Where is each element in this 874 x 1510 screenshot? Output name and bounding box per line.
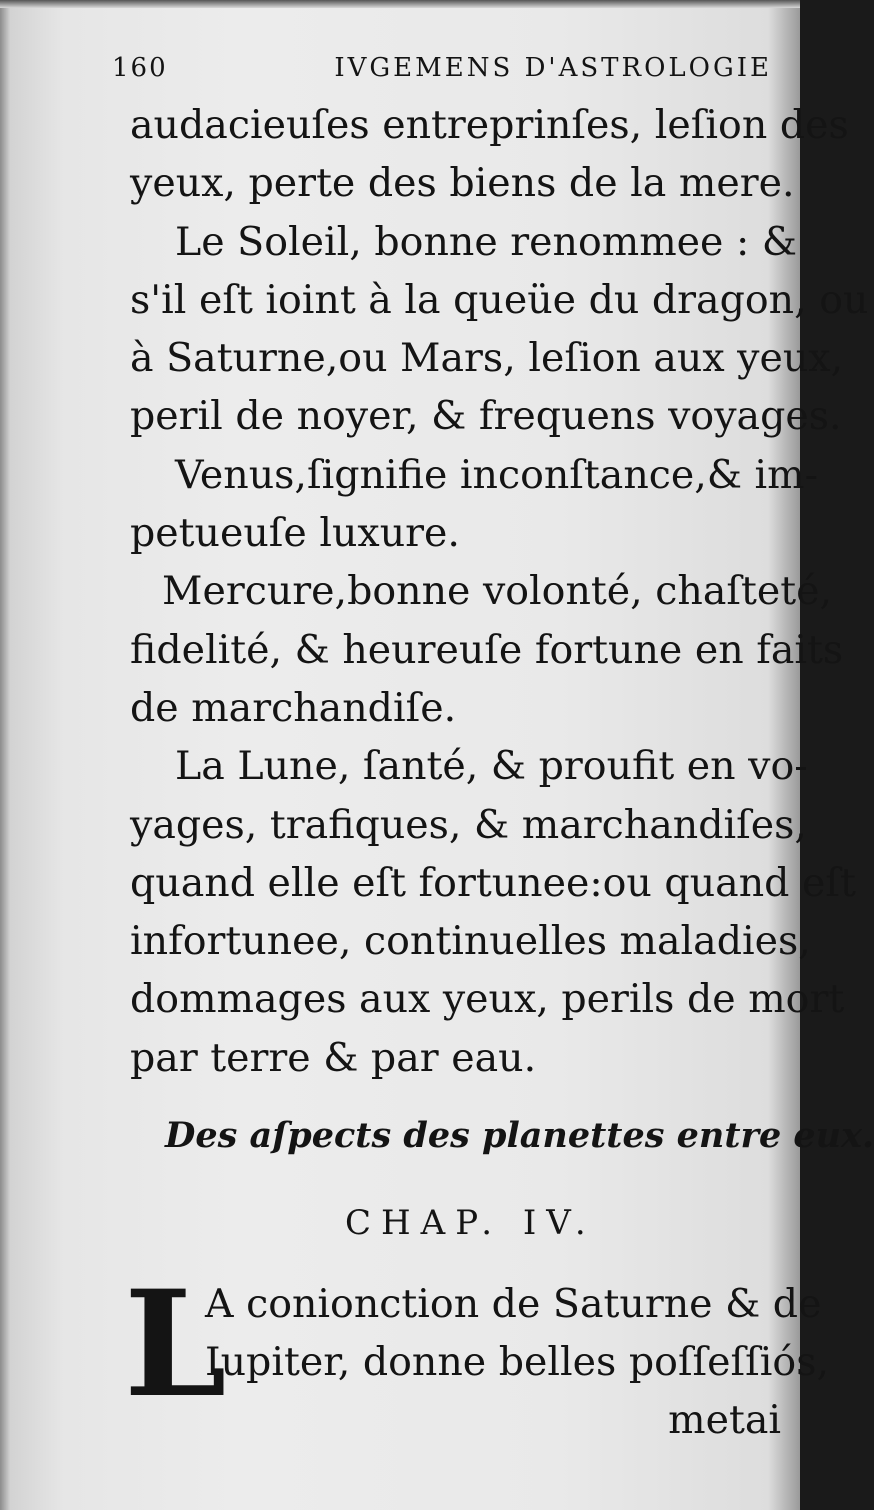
chapter-heading: CHAP. IV.	[345, 1203, 596, 1243]
page-number: 160	[112, 53, 168, 83]
running-header	[112, 48, 772, 88]
chapter-text	[205, 1275, 830, 1449]
running-title: IVGEMENS D'ASTROLOGIE	[334, 53, 772, 83]
text-line: Iupiter, donne belles poſſeſſiós,	[205, 1339, 830, 1385]
text-line: fidelité, & heureuſe fortune en faits	[130, 626, 844, 673]
text-line: metai	[668, 1397, 781, 1443]
page-top-edge	[0, 0, 800, 8]
text-line: audacieuſes entreprinſes, leſion des	[130, 102, 849, 148]
text-line: s'il eſt ioint à la queüe du dragon, ou	[130, 276, 869, 323]
text-line: à Saturne,ou Mars, leſion aux yeux,	[130, 335, 844, 382]
section-title: Des aſpects des planettes entre eux.	[165, 1115, 874, 1156]
text-line: La Lune, ſanté, & proufit en vo-	[175, 743, 808, 790]
text-line: A conionction de Saturne & de	[205, 1281, 822, 1327]
text-line: Mercure,bonne volonté, chaſteté,	[162, 568, 833, 615]
page-binding-edge	[0, 0, 10, 1510]
text-line: dommages aux yeux, perils de mort	[130, 976, 845, 1023]
text-line: Le Soleil, bonne renommee : &	[175, 218, 797, 265]
text-line: Venus,ſignifie inconſtance,& im-	[175, 451, 818, 498]
text-line: par terre & par eau.	[130, 1034, 537, 1081]
text-line: infortunee, continuelles maladies,	[130, 918, 811, 965]
drop-cap: L	[124, 1259, 227, 1430]
text-line: petueuſe luxure.	[130, 510, 460, 557]
text-line: yeux, perte des biens de la mere.	[130, 160, 795, 207]
body-text	[130, 96, 869, 1087]
text-line: peril de noyer, & frequens voyages.	[130, 393, 842, 440]
text-line: de marchandiſe.	[130, 684, 457, 731]
text-line: yages, trafiques, & marchandiſes,	[130, 801, 807, 848]
text-line: quand elle eſt fortunee:ou quand eſt	[130, 859, 856, 906]
